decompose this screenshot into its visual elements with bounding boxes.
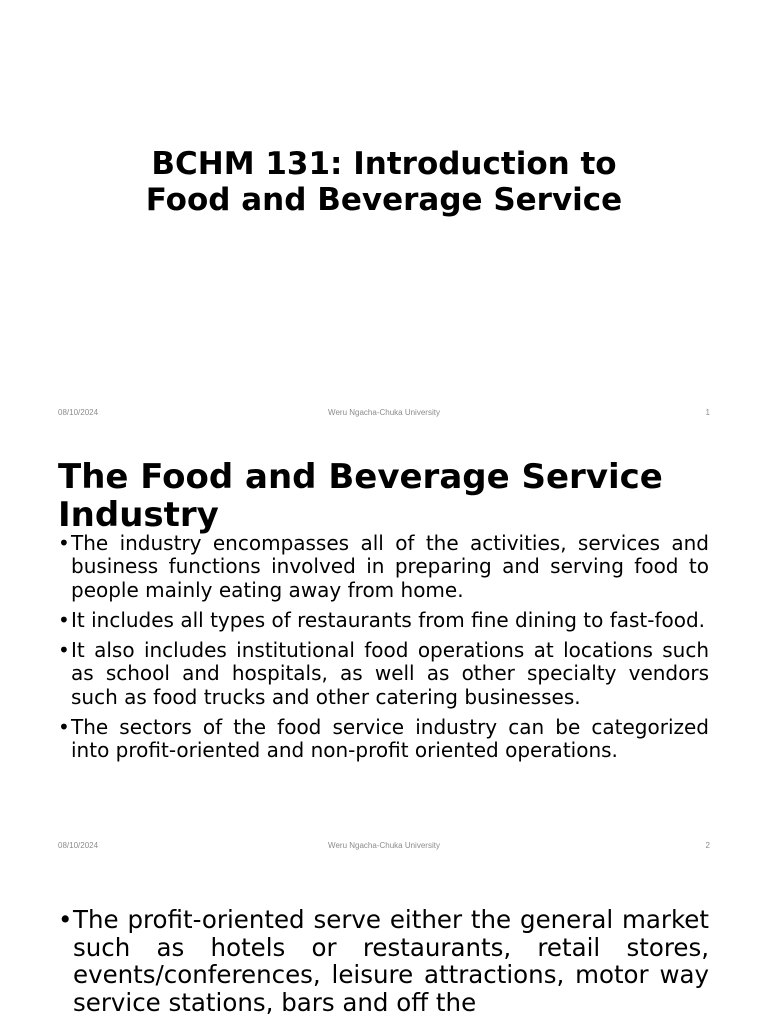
bullet-marker: • <box>58 607 70 632</box>
slide-2-title-line-1: The Food and Beverage Service <box>58 457 663 497</box>
bullet-text: The industry encompasses all of the activities, services and business functions involved in preparing and serving food to people mainly eating away from home. <box>71 531 709 602</box>
bullet-marker: • <box>58 905 73 934</box>
slide-2 <box>0 433 768 865</box>
slide-1-title-line-1: BCHM 131: Introduction to <box>151 146 617 182</box>
slide-3-bullet-list <box>58 906 709 1016</box>
footer-page-number: 1 <box>705 408 710 417</box>
slide-2-footer <box>58 841 710 853</box>
footer-university: Weru Ngacha-Chuka University <box>328 841 440 850</box>
slide-2-title <box>58 458 718 534</box>
footer-university: Weru Ngacha-Chuka University <box>328 408 440 417</box>
footer-date: 08/10/2024 <box>58 408 99 417</box>
footer-page-number: 2 <box>705 841 710 850</box>
slide-2-bullet-list <box>58 532 709 770</box>
slide-3 <box>0 866 768 1024</box>
slide-1 <box>0 0 768 432</box>
bullet-marker: • <box>58 638 70 663</box>
bullet-text: The profit-oriented serve either the general market such as hotels or restaurants, retail stores, events/conferences, leisure attractions, motor way service stations, bars and off the <box>73 905 709 1017</box>
slide-2-title-line-2: Industry <box>58 495 219 535</box>
slide-1-title-line-2: Food and Beverage Service <box>145 182 623 218</box>
bullet-marker: • <box>58 531 70 555</box>
bullet-item <box>58 716 709 763</box>
bullet-text: The sectors of the food service industry can be categorized into profit-oriented and non-profit oriented operations. <box>71 715 709 763</box>
slide-1-footer <box>58 408 710 420</box>
bullet-marker: • <box>58 715 70 740</box>
bullet-item <box>58 532 709 602</box>
slide-1-title <box>0 146 768 218</box>
bullet-item <box>58 639 709 709</box>
bullet-text: It includes all types of restaurants from fine dining to fast-food. <box>71 607 706 632</box>
footer-date: 08/10/2024 <box>58 841 99 850</box>
bullet-item <box>58 906 709 1016</box>
bullet-item <box>58 609 709 632</box>
bullet-text: It also includes institutional food operations at locations such as school and hospitals, as well as other specialty vendors such as food trucks and other catering businesses. <box>71 638 709 709</box>
